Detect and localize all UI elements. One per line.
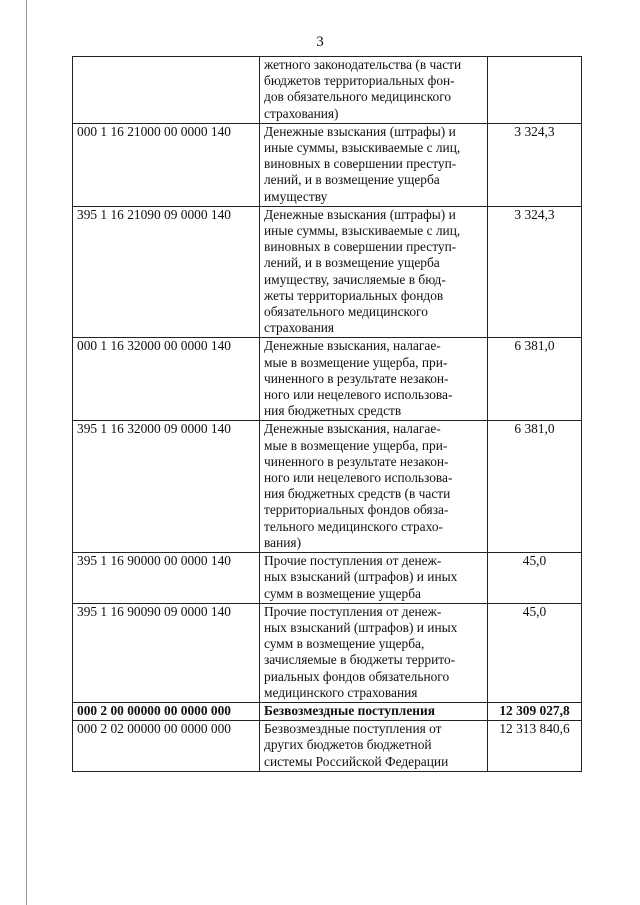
- description-line: страхования: [264, 320, 335, 336]
- description-line: ния бюджетных средств: [264, 403, 402, 419]
- budget-code-cell: 000 2 00 00000 00 0000 000: [73, 702, 260, 720]
- budget-revenue-table: [72, 56, 582, 772]
- description-line: виновных в совершении преступ-: [264, 156, 457, 172]
- table-row: [73, 206, 582, 338]
- budget-code-cell: 000 1 16 21000 00 0000 140: [73, 123, 260, 206]
- budget-code-cell: 000 1 16 32000 00 0000 140: [73, 338, 260, 421]
- description-line: Прочие поступления от денеж-: [264, 603, 442, 619]
- description-line: лений, и в возмещение ущерба: [264, 255, 440, 271]
- description-line: Денежные взыскания, налагае-: [264, 421, 441, 437]
- description-line: чиненного в результате незакон-: [264, 453, 449, 469]
- budget-code-cell: 395 1 16 32000 09 0000 140: [73, 421, 260, 553]
- description-cell: [260, 338, 488, 421]
- description-line: риальных фондов обязательного: [264, 668, 450, 684]
- description-line: имуществу, зачисляемые в бюд-: [264, 271, 446, 287]
- description-line: страхования): [264, 105, 339, 121]
- description-cell: [260, 603, 488, 702]
- description-line: сумм в возмещение ущерба: [264, 585, 421, 601]
- description-line: Безвозмездные поступления от: [264, 721, 442, 737]
- description-line: виновных в совершении преступ-: [264, 239, 457, 255]
- description-cell: [260, 421, 488, 553]
- description-line: ния бюджетных средств (в части: [264, 486, 451, 502]
- description-line: дов обязательного медицинского: [264, 89, 452, 105]
- description-line: жетного законодательства (в части: [264, 57, 462, 72]
- amount-cell: 45,0: [488, 603, 582, 702]
- budget-code-cell: 395 1 16 90090 09 0000 140: [73, 603, 260, 702]
- description-cell: [260, 206, 488, 338]
- description-line: иные суммы, взыскиваемые с лиц,: [264, 140, 461, 156]
- description-cell: [260, 553, 488, 604]
- description-line: медицинского страхования: [264, 684, 418, 700]
- page-number: 3: [316, 34, 324, 50]
- table-row: [73, 553, 582, 604]
- description-line: обязательного медицинского: [264, 304, 428, 320]
- description-cell: [260, 721, 488, 772]
- description-line: вания): [264, 534, 302, 550]
- amount-cell: 6 381,0: [488, 338, 582, 421]
- table-row: [73, 603, 582, 702]
- amount-cell: 12 309 027,8: [488, 702, 582, 720]
- budget-code-cell: 000 2 02 00000 00 0000 000: [73, 721, 260, 772]
- description-line: чиненного в результате незакон-: [264, 370, 449, 386]
- description-line: жеты территориальных фондов: [264, 287, 444, 303]
- description-cell: [260, 123, 488, 206]
- table-body: [73, 57, 582, 772]
- table-row: [73, 721, 582, 772]
- description-line: иные суммы, взыскиваемые с лиц,: [264, 223, 461, 239]
- table-row: [73, 123, 582, 206]
- description-line: мые в возмещение ущерба, при-: [264, 437, 448, 453]
- amount-cell: 45,0: [488, 553, 582, 604]
- description-line: Денежные взыскания (штрафы) и: [264, 123, 456, 139]
- page-left-edge: [26, 0, 27, 905]
- table-row: [73, 338, 582, 421]
- amount-cell: [488, 57, 582, 124]
- budget-code-cell: 395 1 16 21090 09 0000 140: [73, 206, 260, 338]
- amount-cell: 6 381,0: [488, 421, 582, 553]
- amount-cell: 3 324,3: [488, 206, 582, 338]
- description-line: ных взысканий (штрафов) и иных: [264, 569, 458, 585]
- description-line: тельного медицинского страхо-: [264, 518, 443, 534]
- description-line: ного или нецелевого использова-: [264, 470, 453, 486]
- description-line: Денежные взыскания, налагае-: [264, 338, 441, 354]
- description-line: Безвозмездные поступления: [264, 702, 435, 718]
- description-line: других бюджетов бюджетной: [264, 737, 432, 753]
- description-cell: [260, 57, 488, 124]
- description-line: зачисляемые в бюджеты террито-: [264, 652, 456, 668]
- description-line: мые в возмещение ущерба, при-: [264, 354, 448, 370]
- description-line: лений, и в возмещение ущерба: [264, 172, 440, 188]
- budget-code-cell: 395 1 16 90000 00 0000 140: [73, 553, 260, 604]
- amount-cell: 12 313 840,6: [488, 721, 582, 772]
- description-line: бюджетов территориальных фон-: [264, 73, 455, 89]
- table-row: [73, 702, 582, 720]
- description-line: Прочие поступления от денеж-: [264, 553, 442, 569]
- table-row: [73, 421, 582, 553]
- description-line: территориальных фондов обяза-: [264, 502, 449, 518]
- description-line: системы Российской Федерации: [264, 753, 449, 769]
- description-line: Денежные взыскания (штрафы) и: [264, 206, 456, 222]
- amount-cell: 3 324,3: [488, 123, 582, 206]
- description-line: ных взысканий (штрафов) и иных: [264, 619, 458, 635]
- description-line: ного или нецелевого использова-: [264, 387, 453, 403]
- description-line: сумм в возмещение ущерба,: [264, 636, 425, 652]
- table-row: [73, 57, 582, 124]
- description-line: имуществу: [264, 188, 328, 204]
- budget-code-cell: [73, 57, 260, 124]
- description-cell: [260, 702, 488, 720]
